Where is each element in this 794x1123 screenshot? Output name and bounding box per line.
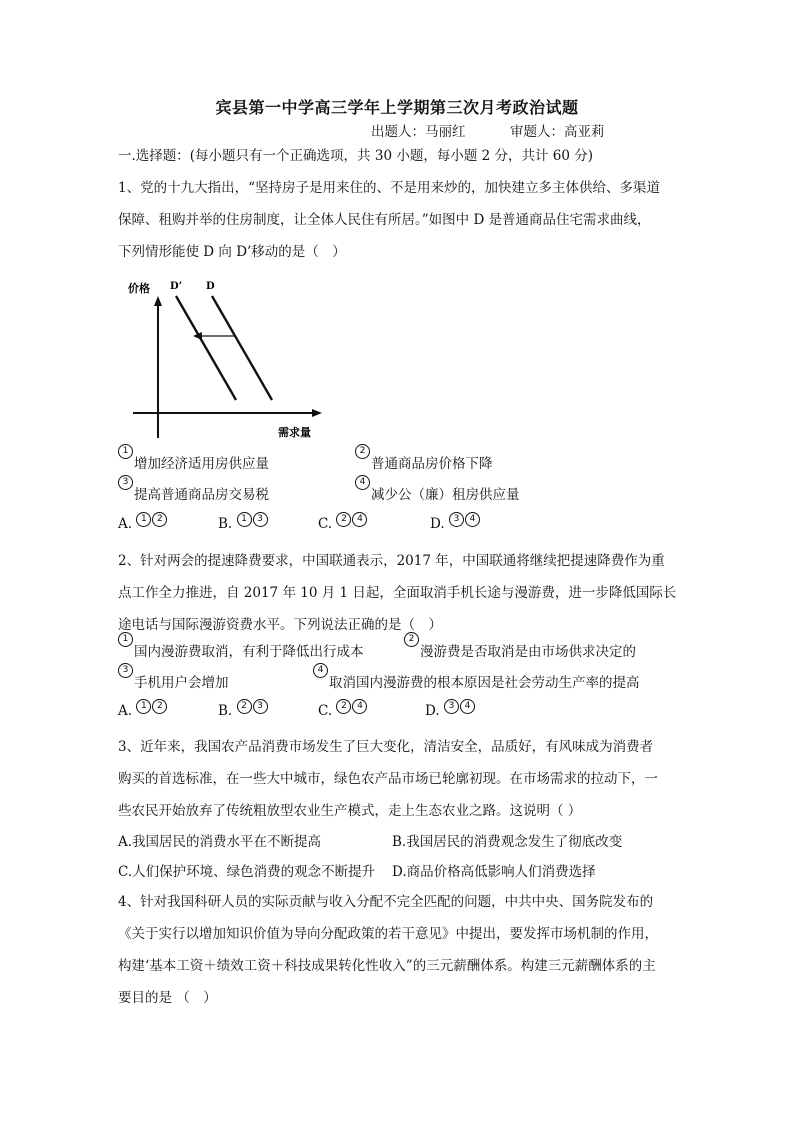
question-line: 1、党的十九大指出，“坚持房子是用来住的、不是用来炒的，加快建立多主体供给、多渠道 bbox=[118, 180, 660, 196]
question-line: 3、近年来，我国农产品消费市场发生了巨大变化，清洁安全，品质好，有风味成为消费者 bbox=[118, 739, 654, 755]
option-number: 1 bbox=[118, 632, 133, 647]
x-axis-arrow-icon bbox=[312, 409, 322, 417]
q3-choice-a: A.我国居民的消费水平在不断提高 bbox=[118, 834, 322, 850]
answer-letter: A. bbox=[118, 703, 133, 719]
curve-label: D bbox=[206, 281, 215, 292]
option-number: 4 bbox=[355, 475, 370, 490]
question-line: 《关于实行以增加知识价值为导向分配政策的若干意见》中提出，要发挥市场机制的作用， bbox=[118, 926, 658, 942]
demand-curve-d bbox=[212, 296, 272, 400]
option-number: 3 bbox=[118, 663, 133, 678]
q2-option-3 bbox=[118, 665, 229, 691]
answer-number: 2 bbox=[336, 699, 351, 714]
question-3 bbox=[118, 731, 678, 827]
answer-number: 2 bbox=[152, 512, 167, 527]
q1-answer-c bbox=[318, 516, 368, 532]
answer-letter: D. bbox=[430, 516, 445, 532]
option-number: 4 bbox=[313, 663, 328, 678]
q2-option-1 bbox=[118, 634, 364, 660]
exam-title: 宾县第一中学高三学年上学期第三次月考政治试题 bbox=[215, 98, 579, 117]
question-line: 点工作全力推进，自 2017 年 10 月 1 日起，全面取消手机长途与漫游费，进一步降低国际长 bbox=[118, 585, 677, 601]
answer-number: 3 bbox=[253, 512, 268, 527]
answer-number: 3 bbox=[444, 699, 459, 714]
q3-choice-d: D.商品价格高低影响人们消费选择 bbox=[392, 864, 596, 880]
answer-number: 4 bbox=[352, 699, 367, 714]
answer-letter: A. bbox=[118, 516, 133, 532]
option-text: 减少公（廉）租房供应量 bbox=[371, 487, 520, 503]
question-line: 下列情形能使 D 向 D’移动的是（ ） bbox=[118, 244, 346, 260]
option-text: 普通商品房价格下降 bbox=[371, 456, 493, 472]
option-number: 1 bbox=[118, 444, 133, 459]
answer-number: 1 bbox=[237, 512, 252, 527]
question-line: 些农民开始放弃了传统粗放型农业生产模式，走上生态农业之路。这说明（ ） bbox=[118, 803, 582, 819]
question-2 bbox=[118, 545, 678, 641]
answer-letter: B. bbox=[218, 516, 233, 532]
question-line: 要目的是 （ ） bbox=[118, 990, 217, 1006]
option-text: 手机用户会增加 bbox=[134, 675, 229, 691]
q1-answer-b bbox=[218, 516, 269, 532]
answer-number: 2 bbox=[336, 512, 351, 527]
option-text: 提高普通商品房交易税 bbox=[134, 487, 269, 503]
q2-option-2 bbox=[404, 634, 636, 660]
answer-number: 1 bbox=[136, 512, 151, 527]
q2-answer-a bbox=[118, 703, 168, 719]
q3-choice-c: C.人们保护环境、绿色消费的观念不断提升 bbox=[118, 864, 376, 880]
option-number: 3 bbox=[118, 475, 133, 490]
answer-number: 3 bbox=[449, 512, 464, 527]
q2-answer-b bbox=[218, 703, 269, 719]
q2-answer-c bbox=[318, 703, 368, 719]
question-line: 4、针对我国科研人员的实际贡献与收入分配不完全匹配的问题，中共中央、国务院发布的 bbox=[118, 894, 654, 910]
reviewer-label: 审题人：高亚莉 bbox=[510, 124, 605, 140]
section-heading: 一.选择题：(每小题只有一个正确选项，共 30 小题，每小题 2 分，共计 60 分) bbox=[118, 148, 594, 164]
option-text: 漫游费是否取消是由市场供求决定的 bbox=[420, 644, 636, 660]
answer-letter: C. bbox=[318, 703, 333, 719]
option-text: 取消国内漫游费的根本原因是社会劳动生产率的提高 bbox=[329, 675, 640, 691]
answer-number: 4 bbox=[460, 699, 475, 714]
option-number: 2 bbox=[355, 444, 370, 459]
answer-letter: B. bbox=[218, 703, 233, 719]
q2-answer-d bbox=[425, 703, 476, 719]
q2-option-4 bbox=[313, 665, 640, 691]
question-line: 途电话与国际漫游资费水平。下列说法正确的是（ ） bbox=[118, 617, 442, 633]
y-axis-label: 价格 bbox=[128, 282, 150, 295]
answer-letter: C. bbox=[318, 516, 333, 532]
q1-option-3 bbox=[118, 477, 269, 503]
question-line: 购买的首选标准，在一些大中城市，绿色农产品市场已轮廓初现。在市场需求的拉动下，一 bbox=[118, 771, 658, 787]
answer-number: 3 bbox=[253, 699, 268, 714]
question-line: 构建‘基本工资＋绩效工资＋科技成果转化性收入”的三元薪酬体系。构建三元薪酬体系的主 bbox=[118, 958, 656, 974]
option-number: 2 bbox=[404, 632, 419, 647]
answer-letter: D. bbox=[425, 703, 440, 719]
q3-choice-b: B.我国居民的消费观念发生了彻底改变 bbox=[392, 834, 623, 850]
shift-arrowhead-icon bbox=[193, 332, 202, 340]
answer-number: 2 bbox=[152, 699, 167, 714]
curve-label: D’ bbox=[170, 281, 183, 292]
q1-option-1 bbox=[118, 446, 269, 472]
option-text: 国内漫游费取消，有利于降低出行成本 bbox=[134, 644, 364, 660]
q1-option-4 bbox=[355, 477, 520, 503]
question-line: 保障、租购并举的住房制度，让全体人民住有所居。”如图中 D 是普通商品住宅需求曲线， bbox=[118, 212, 651, 228]
q1-answer-d bbox=[430, 516, 481, 532]
answer-number: 4 bbox=[352, 512, 367, 527]
q1-option-2 bbox=[355, 446, 493, 472]
answer-number: 2 bbox=[237, 699, 252, 714]
question-line: 2、针对两会的提速降费要求，中国联通表示，2017 年，中国联通将继续把提速降费作为重 bbox=[118, 553, 665, 569]
y-axis-arrow-icon bbox=[154, 296, 162, 306]
question-1 bbox=[118, 172, 678, 268]
author-label: 出题人：马丽红 bbox=[371, 124, 466, 140]
option-text: 增加经济适用房供应量 bbox=[134, 456, 269, 472]
question-4 bbox=[118, 886, 678, 1014]
q1-answer-a bbox=[118, 516, 168, 532]
answer-number: 1 bbox=[136, 699, 151, 714]
x-axis-label: 需求量 bbox=[278, 426, 311, 439]
answer-number: 4 bbox=[465, 512, 480, 527]
demand-curve-d-prime bbox=[176, 296, 236, 400]
